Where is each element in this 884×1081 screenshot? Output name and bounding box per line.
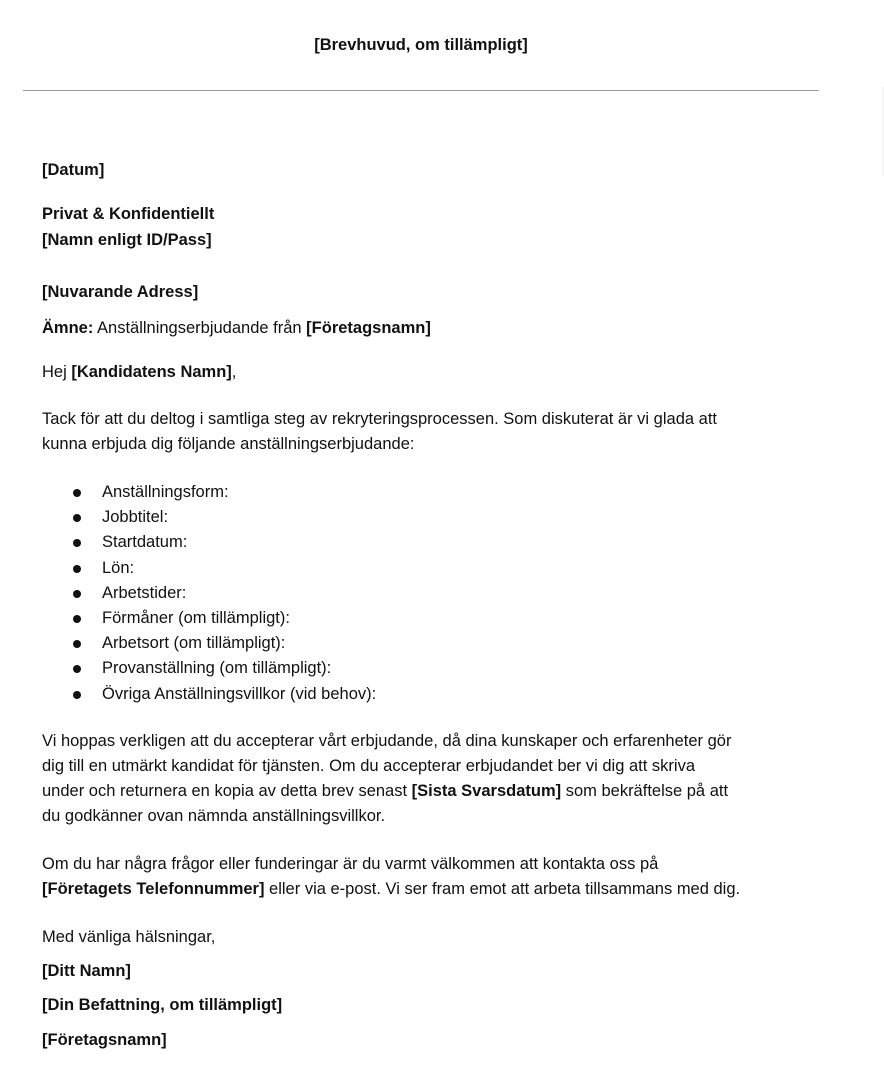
term-label: Arbetstider: (102, 583, 187, 602)
deadline-trail-text: som bekräftelse på att (561, 782, 729, 800)
greeting-suffix: , (231, 363, 237, 381)
term-label: Jobbtitel: (102, 508, 169, 527)
sender-title-placeholder: [Din Befattning, om tillämpligt] (42, 996, 283, 1014)
confidential-label: Privat & Konfidentiellt (42, 205, 215, 223)
bullet-icon (73, 615, 81, 623)
greeting (42, 360, 236, 385)
list-item (42, 682, 376, 707)
deadline-placeholder: [Sista Svarsdatum] (411, 782, 562, 800)
bullet-icon (73, 514, 81, 522)
paragraph-line: Vi hoppas verkligen att du accepterar vårt erbjudande, då dina kunskaper och erfarenheter gör (42, 732, 732, 750)
candidate-name-placeholder: [Kandidatens Namn] (71, 363, 232, 381)
intro-paragraph (42, 407, 802, 457)
header-divider (23, 90, 819, 91)
bullet-icon (73, 691, 81, 699)
paragraph-line (42, 877, 842, 902)
paragraph-line: Om du har några frågor eller funderingar är du varmt välkommen att kontakta oss på (42, 855, 659, 873)
list-item (42, 556, 376, 581)
subject-company-placeholder: [Företagsnamn] (306, 319, 431, 337)
bullet-icon (73, 590, 81, 598)
subject-text: Anställningserbjudande från (93, 319, 307, 337)
greeting-prefix: Hej (42, 363, 72, 381)
employment-terms-list (42, 480, 376, 707)
list-item (42, 656, 376, 681)
bullet-icon (73, 640, 81, 648)
bullet-icon (73, 489, 81, 497)
list-item (42, 606, 376, 631)
letterhead-placeholder: [Brevhuvud, om tillämpligt] (314, 36, 528, 54)
sender-name-placeholder: [Ditt Namn] (42, 962, 131, 980)
term-label: Förmåner (om tillämpligt): (102, 608, 290, 627)
list-item (42, 505, 376, 530)
list-item (42, 480, 376, 505)
paragraph-line: du godkänner ovan nämnda anställningsvillkor. (42, 807, 386, 825)
recipient-name-placeholder: [Namn enligt ID/Pass] (42, 231, 212, 249)
subject-line (42, 316, 431, 341)
deadline-lead-text: under och returnera en kopia av detta brev senast (42, 782, 412, 800)
term-label: Arbetsort (om tillämpligt): (102, 634, 286, 653)
subject-label: Ämne: (42, 319, 94, 337)
list-item (42, 631, 376, 656)
term-label: Startdatum: (102, 533, 188, 552)
bullet-icon (73, 665, 81, 673)
bullet-icon (73, 565, 81, 573)
list-item (42, 581, 376, 606)
paragraph-line (42, 779, 802, 804)
paragraph-line: dig till en utmärkt kandidat för tjänsten. Om du accepterar erbjudandet ber vi dig att skriva (42, 757, 695, 775)
term-label: Provanställning (om tillämpligt): (102, 659, 332, 678)
closing-salutation: Med vänliga hälsningar, (42, 928, 216, 946)
bullet-icon (73, 539, 81, 547)
contact-trail-text: eller via e-post. Vi ser fram emot att arbeta tillsammans med dig. (264, 880, 741, 898)
address-placeholder: [Nuvarande Adress] (42, 283, 199, 301)
date-placeholder: [Datum] (42, 161, 105, 179)
term-label: Lön: (102, 558, 135, 577)
contact-paragraph (42, 852, 842, 902)
list-item (42, 530, 376, 555)
term-label: Övriga Anställningsvillkor (vid behov): (102, 684, 377, 703)
sender-company-placeholder: [Företagsnamn] (42, 1031, 167, 1049)
term-label: Anställningsform: (102, 483, 229, 501)
intro-line: Tack för att du deltog i samtliga steg av rekryteringsprocessen. Som diskuterat är vi glada att (42, 410, 717, 428)
intro-line: kunna erbjuda dig följande anställningserbjudande: (42, 435, 415, 453)
acceptance-paragraph (42, 729, 802, 829)
phone-placeholder: [Företagets Telefonnummer] (42, 880, 265, 898)
